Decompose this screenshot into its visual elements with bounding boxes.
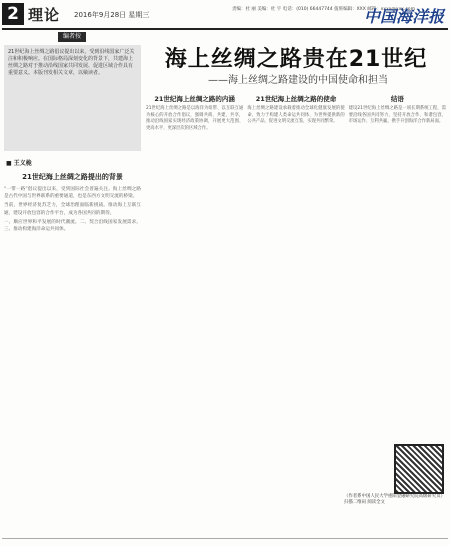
editor-info: 责编：杜 丽 美编：杜 宇 电话：(010) 66447744 值班编辑：XXX 邮箱：xxxx@xxx.com xyxy=(232,7,415,12)
column-subhead: 21世纪海上丝绸之路的使命 xyxy=(255,95,337,103)
body-column-2 xyxy=(247,90,344,530)
paragraph: 当前，世界经济复苏乏力，全球治理面临新挑战。推动海上互联互通，建设开放包容的合作平台，成为各国共同的期待。 xyxy=(4,203,141,216)
footer-rule xyxy=(2,538,448,539)
column-subhead: 21世纪海上丝绸之路的内涵 xyxy=(154,95,235,103)
paragraph: 21世纪海上丝绸之路是以海洋为纽带、以互联互通为核心的开放合作倡议，强调共商、共建、共享，推动沿线国家实现经济政策协调，开展更大范围、更高水平、更深层次的区域合作。 xyxy=(146,106,244,131)
left-subhead: 21世纪海上丝绸之路提出的背景 xyxy=(22,173,123,181)
body-column-1 xyxy=(146,90,243,530)
paragraph: 建设21世纪海上丝绸之路是一项长期系统工程，需要沿线各国共同努力，坚持开放合作、和谐包容、市场运作、互利共赢，携手开创海洋合作新局面。 xyxy=(348,106,446,125)
editor-note: 21世纪海上丝绸之路倡议提出以来，受到沿线国家广泛关注和积极响应。在国际格局深刻变化的背景下，共建海上丝绸之路对于推动沿线国家共同发展、促进区域合作具有重要意义。本版刊发相关文章，以飨读者。 xyxy=(4,45,141,151)
author-byline: ■ 王义桅 xyxy=(6,160,32,167)
page-number: 2 xyxy=(2,3,24,25)
qr-caption: （作者系中国人民大学重阳金融研究院高级研究员）扫描二维码 阅读全文 xyxy=(344,494,443,505)
paragraph: “一带一路”倡议提出以来，受到国际社会普遍关注。海上丝绸之路是古代中国与世界联系的重要通道，也是东西方文明交流的桥梁。 xyxy=(4,187,141,200)
newspaper-logo: 中国海洋报 xyxy=(363,7,444,26)
left-column xyxy=(4,32,141,538)
issue-date: 2016年9月28日 星期三 xyxy=(74,11,150,19)
paragraph: 一、顺应世界和平发展的时代潮流。二、契合沿线国家发展需求。三、推动构建海洋命运共同体。 xyxy=(4,219,141,233)
paragraph: 海上丝绸之路建设承载着推动全球化健康发展的使命，致力于构建人类命运共同体，为世界提供新的公共产品，促进文明交流互鉴，实现共同繁荣。 xyxy=(247,106,345,125)
editor-note-tag: 编者按 xyxy=(58,32,86,42)
page-header xyxy=(0,0,450,30)
qr-code-icon[interactable] xyxy=(394,444,444,494)
header-rule xyxy=(2,28,448,30)
article-subtitle: ——海上丝绸之路建设的中国使命和担当 xyxy=(208,75,388,86)
article-title: 海上丝绸之路贵在21世纪 xyxy=(164,47,428,72)
column-subhead: 结语 xyxy=(390,95,404,103)
section-title: 理论 xyxy=(28,6,61,24)
